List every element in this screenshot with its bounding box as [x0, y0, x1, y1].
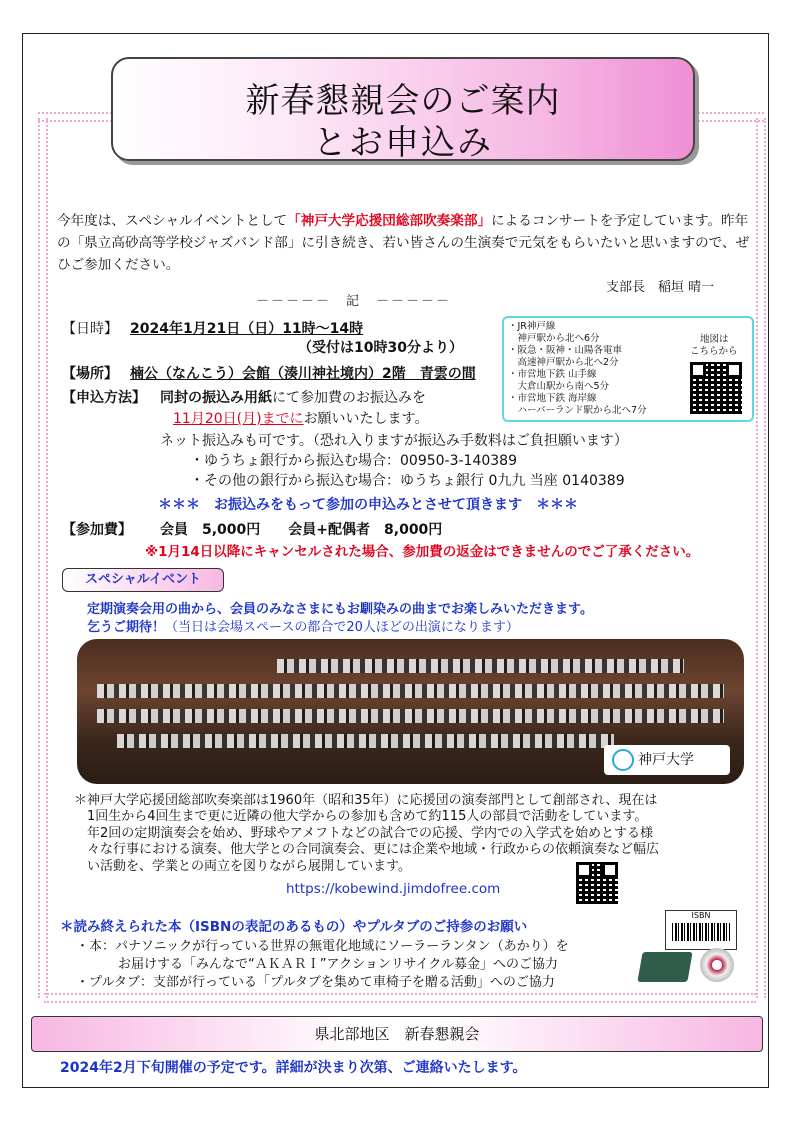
note-line: ＊神戸大学応援団総部吹奏楽部は1960年（昭和35年）に応援団の演奏部門として創部され、現在は [74, 793, 658, 808]
music-staff-bottom-decoration [44, 993, 756, 1003]
isbn-barcode [665, 910, 737, 950]
music-staff-top-decoration [38, 112, 112, 122]
club-url[interactable]: https://kobewind.jimdofree.com [286, 881, 501, 897]
access-line: 高速神戸駅から北へ2分 [508, 357, 619, 368]
pull-tab-icon [700, 948, 734, 982]
other-bank-account: ・その他の銀行から振込む場合：ゆうちょ銀行 0九九 当座 0140389 [190, 473, 625, 489]
intro-highlight: 「神戸大学応援団総部吹奏楽部」 [287, 213, 492, 229]
apply-line-2-rest: お願いいたします。 [303, 411, 429, 427]
footer-event-bar: 県北部地区 新春懇親会 [31, 1016, 763, 1052]
books-line-3: ・プルタブ：支部が行っている「プルタブを集めて車椅子を贈る活動」へのご協力 [76, 975, 555, 990]
reception-time: （受付は10時30分より） [298, 340, 463, 356]
music-staff-left-decoration [38, 118, 48, 998]
access-box [502, 316, 754, 422]
intro-paragraph [57, 210, 757, 276]
apply-line-1-rest: にて参加費のお振込みを [272, 390, 426, 406]
net-transfer-note: ネット振込みも可です。（恐れ入りますが振込み手数料はご負担願います） [160, 433, 628, 449]
map-qr-code[interactable] [690, 362, 742, 414]
date-label: 【日時】 [62, 321, 118, 337]
fee-label: 【参加費】 [62, 522, 132, 538]
apply-form-text: 同封の振込み用紙 [160, 390, 272, 406]
access-line: ・阪急・阪神・山陽各電車 [508, 345, 623, 356]
kobe-logo-text: 神戸大学 [638, 752, 694, 768]
books-title: ＊読み終えられた本（ISBNの表記のあるもの）やプルタブのご持参のお願い [60, 919, 528, 935]
intro-before: 今年度は、スペシャルイベントとして [57, 213, 288, 229]
music-staff-right-decoration [756, 118, 766, 998]
band-row-middle [97, 709, 724, 723]
ki-separator: －－－－－ 記 －－－－－ [256, 294, 452, 309]
map-label-2: こちらから [690, 346, 738, 357]
books-line-2: お届けする「みんなで“ＡＫＡＲＩ”アクションリサイクル募金」へのご協力 [118, 957, 559, 972]
apply-label: 【申込方法】 [62, 390, 146, 406]
title-line-1: 新春懇親会のご案内 [245, 81, 561, 121]
title-line-2: とお申込み [313, 123, 493, 163]
access-line: 大倉山駅から南へ5分 [508, 381, 610, 392]
books-icon [637, 952, 692, 982]
band-row-back [277, 659, 684, 673]
yucho-account: ・ゆうちょ銀行から振込む場合：00950-3-140389 [190, 453, 517, 469]
access-line: ・市営地下鉄 山手線 [508, 369, 597, 380]
signer: 支部長 稲垣 晴一 [606, 280, 715, 295]
special-line-2 [87, 616, 519, 635]
note-line: 々な行事における演奏、他大学との合同演奏会、更には企業や地域・行政からの依頼演奏など幅広 [74, 842, 660, 858]
kobe-university-logo [604, 745, 730, 775]
special-expect: 乞うご期待！ [87, 620, 166, 635]
apply-line-2 [173, 408, 428, 428]
club-qr-code[interactable] [576, 862, 618, 904]
special-event-tab: スペシャルイベント [62, 568, 224, 592]
note-line: い活動を、学業との両立を図りながら展開しています。 [74, 858, 411, 874]
music-staff-top-decoration [690, 112, 764, 122]
isbn-label: ISBN [691, 911, 711, 920]
access-line: ・市営地下鉄 海岸線 [508, 393, 597, 404]
fee-value: 会員 5,000円 会員+配偶者 8,000円 [160, 522, 443, 538]
club-description [74, 793, 744, 875]
barcode-icon [672, 923, 730, 941]
note-line: 年2回の定期演奏会を始め、野球やアメフトなどの試合での応援、学内での入学式を始めとする様 [74, 825, 653, 841]
map-label-1: 地図は [700, 334, 729, 345]
apply-line-1 [160, 387, 426, 407]
deadline: 11月20日(月)までに [173, 411, 304, 427]
access-line: ・JR神戸線 [508, 321, 556, 332]
title-banner [111, 57, 695, 161]
cancel-notice: ※1月14日以降にキャンセルされた場合、参加費の返金はできませんのでご了承ください。 [145, 544, 700, 560]
band-row-front [117, 734, 614, 748]
apply-confirmation: ＊＊＊ お振込みをもって参加の申込みとさせて頂きます ＊＊＊ [158, 497, 578, 513]
footer-note: 2024年2月下旬開催の予定です。詳細が決まり次第、ご連絡いたします。 [60, 1060, 527, 1076]
kobe-logo-icon [612, 749, 634, 771]
date-value: 2024年1月21日（日）11時～14時 [130, 321, 364, 337]
special-line-1: 定期演奏会用の曲から、会員のみなさまにもお馴染みの曲までお楽しみいただきます。 [87, 602, 593, 617]
band-row-upper [97, 684, 724, 698]
note-line: 1回生から4回生まで更に近隣の他大学からの参加も含めて約115人の部員で活動をしています。 [74, 809, 648, 825]
intro-after: によるコンサートを予定しています。昨年の「県立高砂高等学校ジャズバンド部」に引き続き、若い皆さんの生演奏で元気をもらいたいと思いますので、ぜひご参加ください。 [57, 213, 750, 273]
special-line-2-rest: （当日は会場スペースの都合で20人ほどの出演になります） [165, 620, 519, 635]
access-line: 神戸駅から北へ6分 [508, 333, 600, 344]
venue-label: 【場所】 [62, 366, 118, 382]
access-line: ハーバーランド駅から北へ7分 [508, 405, 647, 416]
books-line-1: ・本：パナソニックが行っている世界の無電化地域にソーラーランタン（あかり）を [76, 939, 569, 954]
venue-value: 楠公（なんこう）会館（湊川神社境内）2階 青雲の間 [130, 366, 476, 382]
